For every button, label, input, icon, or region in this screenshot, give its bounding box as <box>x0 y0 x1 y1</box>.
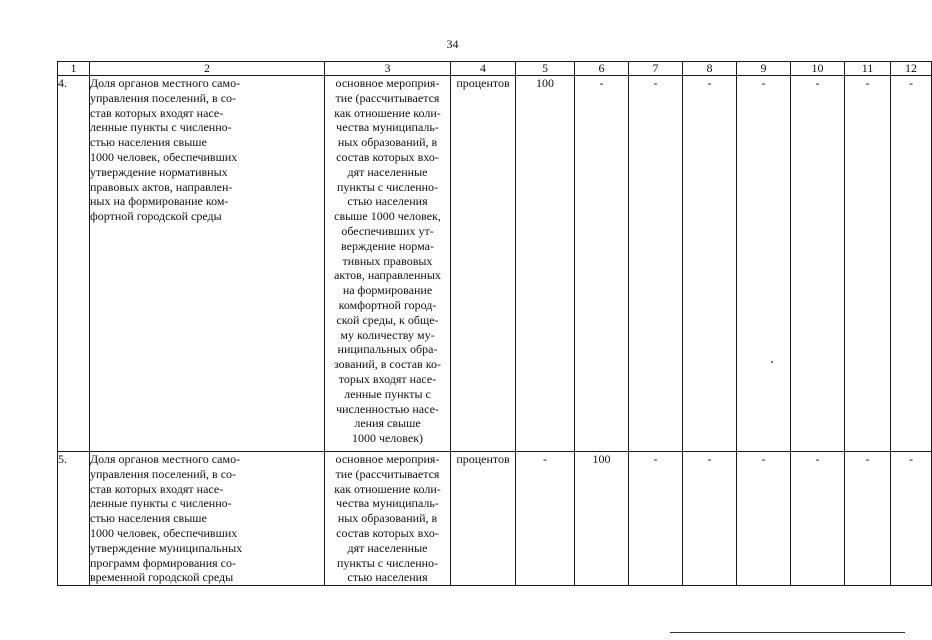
value-cell: - <box>683 452 737 586</box>
value-cell: - <box>791 452 845 586</box>
indicator-name: Доля органов местного само- управления поселений, в со- став которых входят насе- ленные пункты с численно- стью населения свыше 1000 человек, обеспечивших утверждение муниципальных программ формирования со- временной городской среды <box>90 452 325 586</box>
value-cell: - <box>516 452 575 586</box>
column-header: 2 <box>90 62 325 76</box>
column-header: 8 <box>683 62 737 76</box>
unit-cell: процентов <box>451 452 516 586</box>
column-header: 6 <box>575 62 629 76</box>
page-number: 34 <box>446 37 459 51</box>
column-header: 3 <box>325 62 451 76</box>
value-cell: - <box>737 76 791 452</box>
column-header: 10 <box>791 62 845 76</box>
page-bottom-rule <box>670 632 905 633</box>
value-cell: - <box>737 452 791 586</box>
table-row <box>58 452 932 586</box>
column-header: 12 <box>891 62 932 76</box>
indicator-description: основное мероприя- тие (рассчитывается как отношение коли- чества муниципаль- ных образований, в состав которых вхо- дят населенные пункты с численно- стью населения свыше 1000 человек, обеспечивших ут- верждение норма- тивных правовых актов, направленных на формирование комфортной город- ской среды, к обще- му количеству му- ниципальных обра- зований, в состав ко- торых входят насе- ленные пункты с численностью насе- ления свыше 1000 человек) <box>325 76 451 452</box>
indicator-name: Доля органов местного само- управления поселений, в со- став которых входят насе- ленные пункты с численно- стью населения свыше 1000 человек, обеспечивших утверждение нормативных правовых актов, направлен- ных на формирование ком- фортной городской среды <box>90 76 325 452</box>
unit-cell: процентов <box>451 76 516 452</box>
indicator-description: основное мероприя- тие (рассчитывается как отношение коли- чества муниципаль- ных образований, в состав которых вхо- дят населенные пункты с численно- стью населения <box>325 452 451 586</box>
value-cell: 100 <box>516 76 575 452</box>
scan-speck <box>771 361 773 363</box>
table-header-row <box>58 62 932 76</box>
row-number: 4. <box>58 76 90 452</box>
column-header: 1 <box>58 62 90 76</box>
value-cell: - <box>845 452 891 586</box>
value-cell: 100 <box>575 452 629 586</box>
row-number: 5. <box>58 452 90 586</box>
indicators-table <box>57 61 932 586</box>
column-header: 11 <box>845 62 891 76</box>
value-cell: - <box>683 76 737 452</box>
value-cell: - <box>891 76 932 452</box>
value-cell: - <box>629 452 683 586</box>
column-header: 4 <box>451 62 516 76</box>
value-cell: - <box>845 76 891 452</box>
value-cell: - <box>575 76 629 452</box>
value-cell: - <box>891 452 932 586</box>
column-header: 7 <box>629 62 683 76</box>
column-header: 9 <box>737 62 791 76</box>
value-cell: - <box>629 76 683 452</box>
table-row <box>58 76 932 452</box>
column-header: 5 <box>516 62 575 76</box>
value-cell: - <box>791 76 845 452</box>
